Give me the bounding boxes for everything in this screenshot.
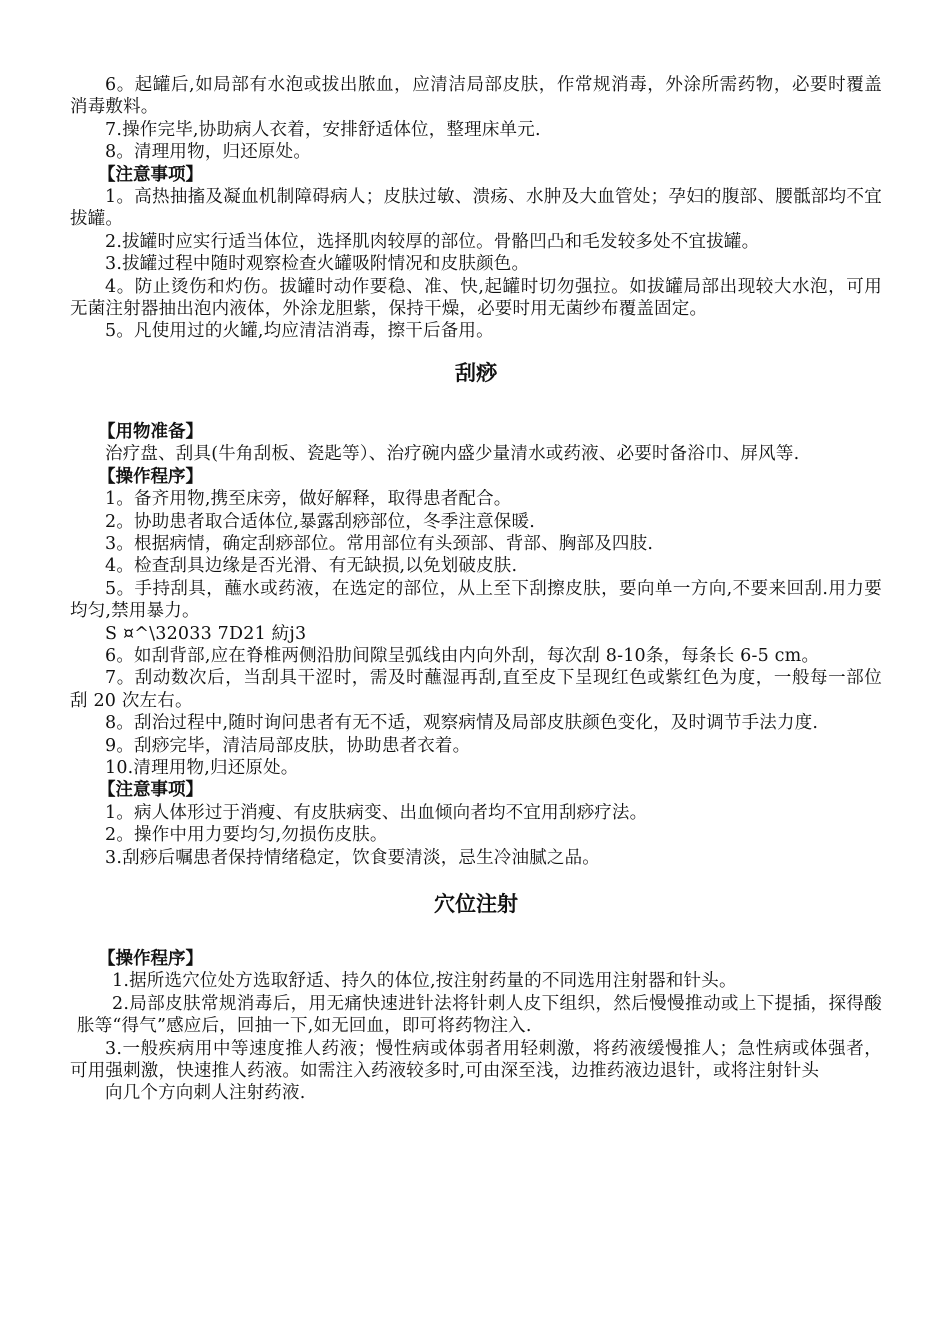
injection-step-3-continued: 向几个方向刺人注射药液. — [105, 1083, 306, 1104]
scraping-procedure-heading: 【操作程序】 — [98, 466, 203, 487]
scraping-note-3: 3.刮痧后嘱患者保持情绪稳定，饮食要清淡，忌生冷油腻之品。 — [105, 847, 600, 868]
scraping-note-2: 2。操作中用力要均匀,勿损伤皮肤。 — [105, 825, 388, 846]
injection-step-3: 3.一般疾病用中等速度推人药液；慢性病或体弱者用轻刺激，将药液缓慢推人；急性病或体强者，可用强刺激，快速推人药液。如需注入药液较多时,可由深至浅，边推药液边退针，或将注射针头 — [70, 1038, 882, 1082]
cupping-note-1: 1。高热抽搐及凝血机制障碍病人；皮肤过敏、溃疡、水肿及大血管处；孕妇的腹部、腰骶部均不宜拔罐。 — [70, 187, 882, 230]
cupping-note-3: 3.拔罐过程中随时观察检查火罐吸附情况和皮肤颜色。 — [105, 254, 530, 275]
scraping-step-6: 6。如刮背部,应在脊椎两侧沿肋间隙呈弧线由内向外刮，每次刮 8-10条，每条长 6-5 cm。 — [105, 645, 820, 666]
section-title-scraping: 刮痧 — [455, 360, 497, 385]
scraping-notes-heading: 【注意事项】 — [98, 780, 203, 801]
document-page — [70, 74, 882, 1105]
scraping-step-1: 1。备齐用物,携至床旁，做好解释，取得患者配合。 — [105, 489, 512, 510]
scraping-step-7: 7。刮动数次后，当刮具干涩时，需及时蘸湿再刮,直至皮下呈现红色或紫红色为度，一般每一部位刮 20 次左右。 — [70, 668, 882, 711]
scraping-step-2: 2。协助患者取合适体位,暴露刮痧部位，冬季注意保暖. — [105, 511, 535, 532]
cupping-step-7: 7.操作完毕,协助病人衣着，安排舒适体位，整理床单元. — [105, 119, 541, 140]
cupping-note-5: 5。凡使用过的火罐,均应清洁消毒，擦干后备用。 — [105, 321, 494, 342]
scraping-note-1: 1。病人体形过于消瘦、有皮肤病变、出血倾向者均不宜用刮痧疗法。 — [105, 802, 648, 823]
scraping-step-10: 10.清理用物,归还原处。 — [105, 757, 299, 778]
scraping-step-8: 8。刮治过程中,随时询问患者有无不适，观察病情及局部皮肤颜色变化，及时调节手法力度. — [105, 713, 819, 734]
scraping-step-3: 3。根据病情，确定刮痧部位。常用部位有头颈部、背部、胸部及四肢. — [105, 533, 654, 554]
cupping-step-6: 6。起罐后,如局部有水泡或拔出脓血，应清洁局部皮肤，作常规消毒，外涂所需药物，必要时覆盖消毒敷料。 — [70, 75, 882, 118]
injection-step-2: 2.局部皮肤常规消毒后，用无痛快速进针法将针刺人皮下组织，然后慢慢推动或上下提插，探得酸胀等“得气”感应后，回抽一下,如无回血，即可将药物注入. — [77, 993, 882, 1037]
scraping-supplies: 治疗盘、刮具(牛角刮板、瓷匙等）、治疗碗内盛少量清水或药液、必要时备浴巾、屏风等. — [105, 444, 800, 465]
cupping-notes-heading: 【注意事项】 — [98, 164, 203, 185]
cupping-note-2: 2.拔罐时应实行适当体位，选择肌肉较厚的部位。骨骼凹凸和毛发较多处不宜拔罐。 — [105, 231, 760, 252]
scraping-step-9: 9。刮痧完毕，清洁局部皮肤，协助患者衣着。 — [105, 735, 471, 756]
section-title-acupoint-injection: 穴位注射 — [434, 892, 518, 916]
cupping-step-8: 8。清理用物，归还原处。 — [105, 142, 312, 163]
scraping-supplies-heading: 【用物准备】 — [98, 421, 203, 442]
injection-step-1: 1.据所选穴位处方选取舒适、持久的体位,按注射药量的不同选用注射器和针头。 — [112, 971, 737, 992]
injection-procedure-heading: 【操作程序】 — [98, 949, 203, 969]
cupping-note-4: 4。防止烫伤和灼伤。拔罐时动作要稳、准、快,起罐时切勿强拉。如拔罐局部出现较大水泡，可用无菌注射器抽出泡内液体，外涂龙胆紫，保持干燥，必要时用无菌纱布覆盖固定。 — [70, 276, 882, 320]
scraping-step-5: 5。手持刮具，蘸水或药液，在选定的部位，从上至下刮擦皮肤，要向单一方向,不要来回刮.用力要均匀,禁用暴力。 — [70, 578, 882, 622]
garbled-text-line: S ¤^\32033 7D21 紡j3 — [105, 623, 307, 644]
scraping-step-4: 4。检查刮具边缘是否光滑、有无缺损,以免划破皮肤. — [105, 556, 518, 577]
